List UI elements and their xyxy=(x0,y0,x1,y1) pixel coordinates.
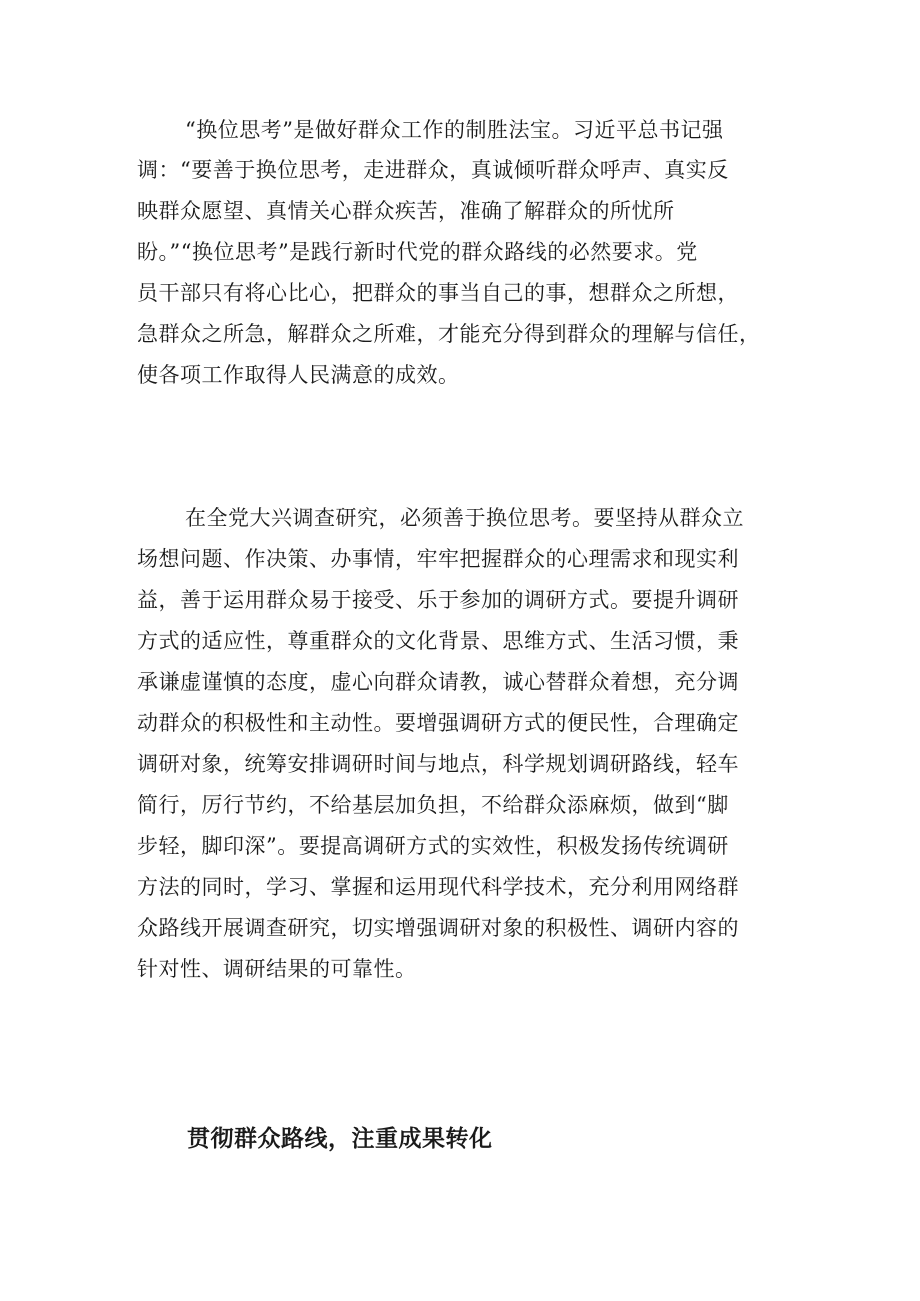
section-heading: 贯彻群众路线，注重成果转化 xyxy=(187,1126,493,1152)
paragraph-1-line-3: 映群众愿望、真情关心群众疾苦，准确了解群众的所忧所 xyxy=(137,199,675,223)
paragraph-2-line-3: 益，善于运用群众易于接受、乐于参加的调研方式。要提升调研 xyxy=(137,588,739,612)
paragraph-1-line-2: 调：“要善于换位思考，走进群众，真诚倾听群众呼声、真实反 xyxy=(137,158,729,182)
paragraph-2-line-11: 众路线开展调查研究，切实增强调研对象的积极性、调研内容的 xyxy=(137,916,739,940)
paragraph-1-line-7: 使各项工作取得人民满意的成效。 xyxy=(137,363,460,387)
paragraph-1-line-6: 急群众之所急，解群众之所难，才能充分得到群众的理解与信任， xyxy=(137,322,761,346)
paragraph-2-line-5: 承谦虚谨慎的态度，虚心向群众请教，诚心替群众着想，充分调 xyxy=(137,670,739,694)
paragraph-2-line-12: 针对性、调研结果的可靠性。 xyxy=(137,957,417,981)
paragraph-1-line-4: 盼。”“换位思考”是践行新时代党的群众路线的必然要求。党 xyxy=(137,240,698,264)
paragraph-1-line-1: “换位思考”是做好群众工作的制胜法宝。习近平总书记强 xyxy=(185,118,724,142)
paragraph-2-line-8: 简行，厉行节约，不给基层加负担，不给群众添麻烦，做到“脚 xyxy=(137,793,729,817)
paragraph-2-line-4: 方式的适应性，尊重群众的文化背景、思维方式、生活习惯，秉 xyxy=(137,629,739,653)
paragraph-2-line-6: 动群众的积极性和主动性。要增强调研方式的便民性，合理确定 xyxy=(137,711,739,735)
paragraph-2-line-9: 步轻，脚印深”。要提高调研方式的实效性，积极发扬传统调研 xyxy=(137,834,729,858)
paragraph-2-line-2: 场想问题、作决策、办事情，牢牢把握群众的心理需求和现实利 xyxy=(137,547,739,571)
paragraph-2-line-10: 方法的同时，学习、掌握和运用现代科学技术，充分利用网络群 xyxy=(137,875,739,899)
paragraph-2-line-7: 调研对象，统筹安排调研时间与地点，科学规划调研路线，轻车 xyxy=(137,752,739,776)
paragraph-1-line-5: 员干部只有将心比心，把群众的事当自己的事，想群众之所想， xyxy=(137,281,739,305)
paragraph-2-line-1: 在全党大兴调查研究，必须善于换位思考。要坚持从群众立 xyxy=(185,506,744,530)
